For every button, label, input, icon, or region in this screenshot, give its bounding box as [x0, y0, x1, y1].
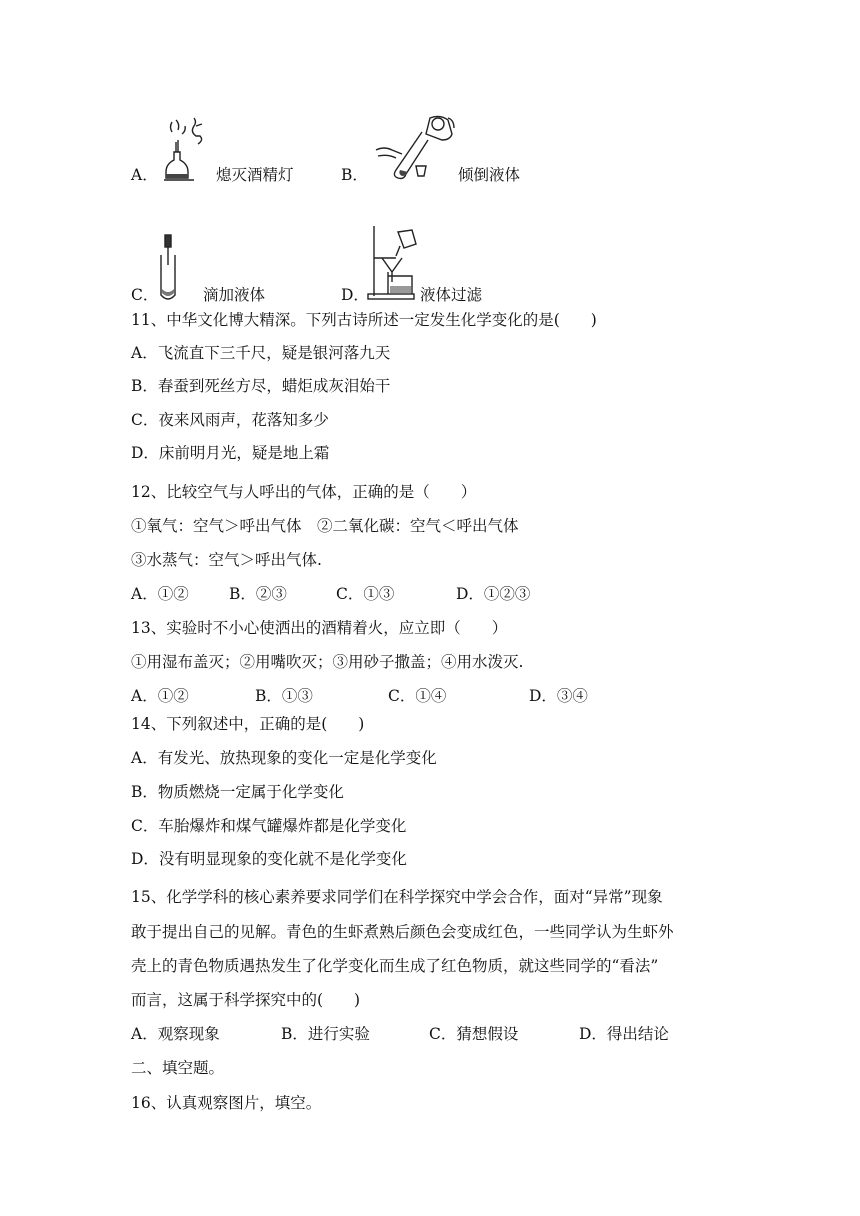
- q16-stem: 16、认真观察图片，填空。: [131, 1094, 322, 1112]
- section-heading-fill-in: 二、填空题。: [131, 1059, 225, 1077]
- q14-option-d: D．没有明显现象的变化就不是化学变化: [131, 850, 407, 868]
- q14-stem: 14、下列叙述中，正确的是( ): [131, 715, 365, 733]
- q14-option-a: A．有发光、放热现象的变化一定是化学变化: [131, 749, 437, 767]
- q10-option-c-text: 滴加液体: [203, 286, 266, 304]
- q10-option-a-letter: A．: [131, 166, 158, 184]
- q12-option-d: D．①②③: [456, 585, 531, 603]
- dropper-test-tube-icon: [156, 233, 180, 303]
- q10-option-a-text: 熄灭酒精灯: [216, 166, 294, 184]
- q15-stem-line-2: 敢于提出自己的见解。青色的生虾煮熟后颜色会变成红色，一些同学认为生虾外: [131, 923, 674, 941]
- q11-option-a: A．飞流直下三千尺，疑是银河落九天: [131, 344, 391, 362]
- q13-option-b: B．①③: [255, 687, 313, 705]
- q10-option-d-text: 液体过滤: [420, 286, 483, 304]
- q10-option-b-letter: B．: [341, 166, 368, 184]
- q12-option-b: B．②③: [229, 585, 287, 603]
- q15-option-c: C．猜想假设: [429, 1025, 519, 1043]
- q13-option-c: C．①④: [388, 687, 447, 705]
- q11-option-c: C．夜来风雨声，花落知多少: [131, 411, 329, 429]
- q12-stem: 12、比较空气与人呼出的气体，正确的是（ ）: [131, 483, 477, 501]
- q11-option-b: B．春蚕到死丝方尽，蜡炬成灰泪始干: [131, 377, 391, 395]
- q15-option-b: B．进行实验: [281, 1025, 370, 1043]
- filtration-apparatus-icon: [366, 222, 420, 302]
- q14-option-b: B．物质燃烧一定属于化学变化: [131, 783, 344, 801]
- q11-stem: 11、中华文化博大精深。下列古诗所述一定发生化学变化的是( ): [131, 311, 597, 329]
- q13-option-a: A．①②: [131, 687, 189, 705]
- q12-option-a: A．①②: [131, 585, 189, 603]
- q12-option-c: C．①③: [336, 585, 395, 603]
- pouring-liquid-icon: [370, 110, 462, 182]
- q13-stem: 13、实验时不小心使洒出的酒精着火，应立即（ ）: [131, 619, 508, 637]
- q10-option-c-letter: C．: [131, 286, 159, 304]
- q12-statement-2: ③水蒸气：空气＞呼出气体.: [131, 551, 322, 569]
- q15-stem-line-1: 15、化学学科的核心素养要求同学们在科学探究中学会合作，面对“异常”现象: [131, 888, 663, 906]
- blowing-out-alcohol-lamp-icon: [158, 112, 218, 184]
- q13-option-d: D．③④: [529, 687, 588, 705]
- q15-stem-line-3: 壳上的青色物质遇热发生了化学变化而生成了红色物质，就这些同学的“看法”: [131, 957, 659, 975]
- q15-option-d: D．得出结论: [579, 1025, 669, 1043]
- q10-option-d-letter: D．: [341, 286, 369, 304]
- q14-option-c: C．车胎爆炸和煤气罐爆炸都是化学变化: [131, 817, 407, 835]
- q10-option-b-text: 倾倒液体: [458, 166, 521, 184]
- q11-option-d: D．床前明月光，疑是地上霜: [131, 444, 330, 462]
- q12-statement-1: ①氧气：空气＞呼出气体 ②二氧化碳：空气＜呼出气体: [131, 517, 519, 535]
- q15-stem-line-4: 而言，这属于科学探究中的( ): [131, 991, 361, 1009]
- q15-option-a: A．观察现象: [131, 1025, 220, 1043]
- q13-statement: ①用湿布盖灭；②用嘴吹灭；③用砂子撒盖；④用水泼灭.: [131, 653, 524, 671]
